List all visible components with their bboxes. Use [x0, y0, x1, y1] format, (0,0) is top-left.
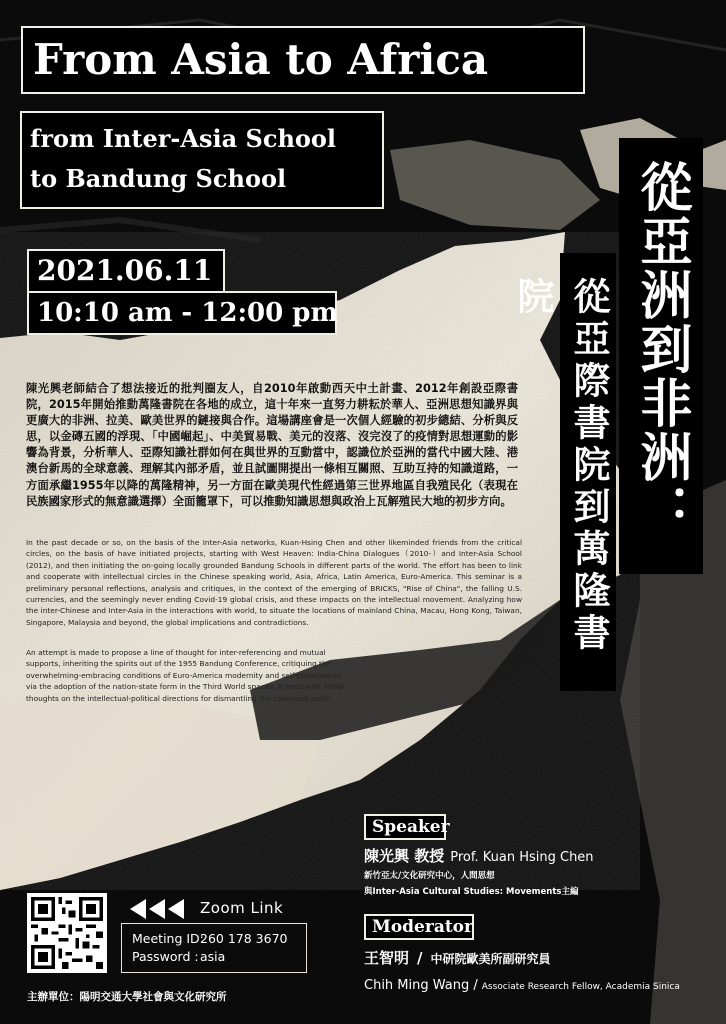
moderator-name-en: Chih Ming Wang [364, 978, 470, 993]
abstract-english-2: An attempt is made to propose a line of thought for inter-referencing and mutual supports, inheriting the spirits out of the 1955 Bandung Conference, critiquing the overwhelming-embracing conditions of Euro-America modernity and self-colonization via the adoption of the nation-state form in the Third World spaces. It ends with initial thoughts on the intellectual-political directions for dismantling the colonized earth. [26, 648, 344, 703]
password-row [132, 948, 306, 966]
abstract-chinese: 陳光興老師結合了想法接近的批判圈友人，自2010年啟動西天中土計畫、2012年創設亞際書院，2015年開始推動萬隆書院在各地的成立，這十年來一直努力耕耘於華人、亞洲思想知識界與更廣大的非洲、拉美、歐美世界的鏈接與合作。這場講座會是一次個人經驗的初步總結、分析與反思，以金磚五國的浮現、「中國崛起」、中美貿易戰、美元的沒落、沒完沒了的疫情對思想運動的影響為背景，分析華人、亞際知識社群如何在與世界的互動當中，認識位於亞洲的當代中國大陸、港澳台新馬的全球意義、理解其內部矛盾，並且試圖開提出一條相互關照、互助互持的知識道路，一方面承繼1955年以降的萬隆精神，另一方面在歐美現代性經過第三世界地區自我殖民化（表現在民族國家形式的無意識選擇）全面籠罩下，可以推動知識思想與政治上瓦解殖民大地的初步方向。 [26, 382, 518, 508]
moderator-zh [364, 948, 551, 969]
chinese-subtitle-vertical: 從亞際書院到萬隆書院 [560, 253, 616, 691]
chinese-title-vertical: 從亞洲到非洲： [619, 138, 703, 574]
speaker-affiliation-1: 新竹亞太/文化研究中心，人間思想 [364, 871, 495, 881]
speaker-name-en: Prof. Kuan Hsing Chen [450, 850, 594, 865]
moderator-en [364, 977, 680, 996]
meeting-id-value: 260 178 3670 [200, 931, 288, 946]
moderator-name-zh: 王智明 [364, 949, 410, 967]
event-time: 10:10 am - 12:00 pm [27, 291, 337, 335]
abstract-english-1: In the past decade or so, on the basis of the Inter-Asia networks, Kuan-Hsing Chen and other likeminded friends from the critical circles, on the basis of have initiated projects, starting with West Heaven: India-China Dialogues（2010-）and Inter-Asia School (2012), and then initiating the on-going locally grounded Bandung Schools in different parts of the world. The effort has been to link and cooperate with intellectual circles in the Chinese speaking world, Asia, Africa, Latin America, Euro-America. This seminar is a preliminary personal reflections, analysis and critiques, in the context of the emerging of BRICKS, "Rise of China", the falling U.S. currencies, and the seemingly never ending Covid-19 global crisis, and these impacts on the intellectual movement. Analyzing how the inter-Chinese and Inter-Asia in the interactions with world, to situate the locations of mainland China, Macau, Hong Kong, Taiwan, Singapore, Malaysia and beyond, the global implications and contradictions. [26, 538, 522, 627]
speaker-label: Speaker [364, 814, 446, 840]
main-title: From Asia to Africa [21, 26, 585, 94]
meeting-id-label: Meeting ID: [132, 931, 204, 946]
separator-slash: / [417, 949, 423, 967]
host-organizer: 主辦單位：陽明交通大學社會與文化研究所 [27, 991, 227, 1003]
triple-left-arrow-icon [128, 898, 186, 920]
subtitle [20, 111, 384, 209]
zoom-link-label[interactable]: Zoom Link [200, 899, 284, 917]
separator-slash-en: / [473, 978, 478, 993]
meeting-id-row [132, 930, 306, 948]
event-date: 2021.06.11 [27, 249, 225, 293]
speaker-name [364, 846, 594, 868]
zoom-details [121, 923, 307, 973]
speaker-name-zh: 陳光興 教授 [364, 847, 445, 865]
password-value: asia [200, 949, 226, 964]
qr-code-icon[interactable] [27, 893, 107, 973]
moderator-role-zh: 中研院歐美所副研究員 [430, 952, 551, 966]
moderator-role-en: Associate Research Fellow, Academia Sinica [481, 982, 680, 992]
moderator-label: Moderator [364, 914, 474, 940]
subtitle-line-2: to Bandung School [30, 164, 287, 193]
subtitle-line-1: from Inter-Asia School [30, 124, 337, 153]
password-label: Password : [132, 949, 199, 964]
speaker-affiliation-2: 與Inter-Asia Cultural Studies: Movements主編 [364, 887, 579, 897]
